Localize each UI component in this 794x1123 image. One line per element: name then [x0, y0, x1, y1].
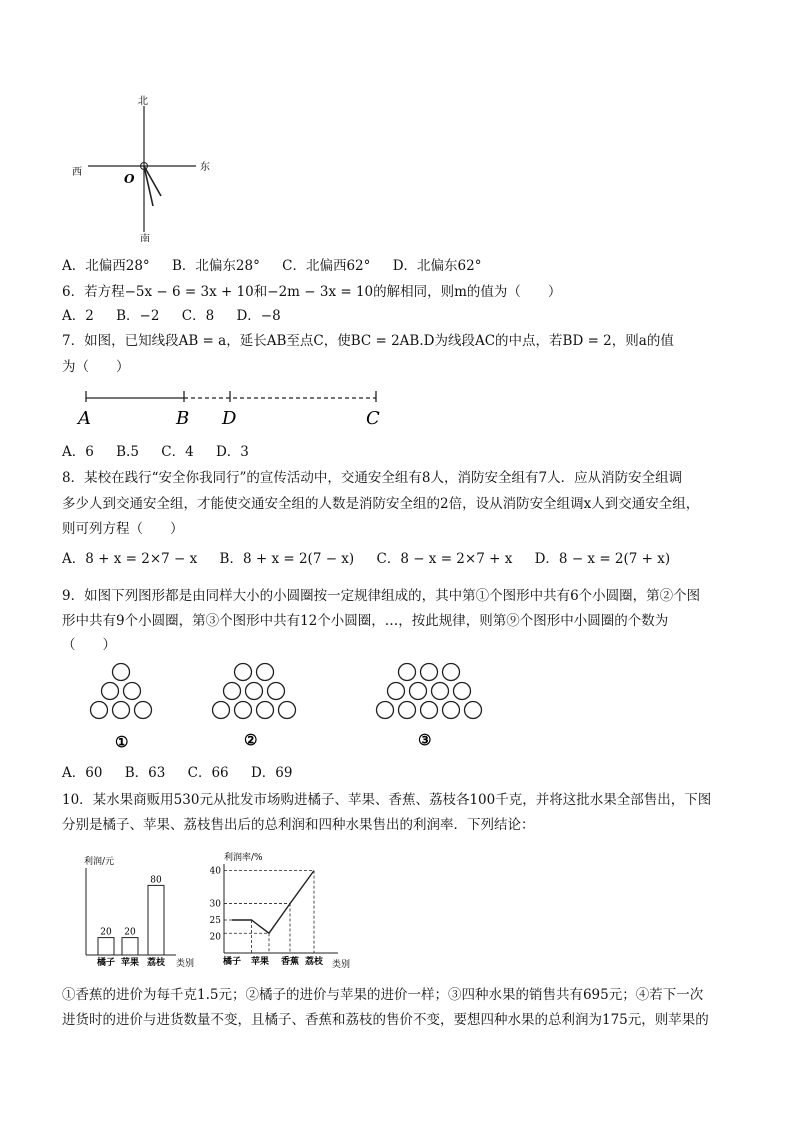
q5-options: [62, 256, 499, 276]
compass-figure: [66, 92, 226, 242]
q7-option-d: D．3: [215, 444, 249, 460]
q5-option-d: D．北偏东62°: [392, 258, 482, 274]
figure-label-1: ①: [115, 733, 129, 751]
bar-橘子: [98, 938, 114, 955]
q9-line2: 形中共有9个小圆圈，第③个图形中共有12个小圆圈，…，按此规律，则第⑨个图形中小圆圈的个数为: [62, 613, 669, 629]
q8-option-d: D．8 − x = 2(7 + x): [534, 551, 671, 567]
q8-line3: 则可列方程（ ）: [62, 521, 184, 537]
q6-options: [62, 306, 299, 326]
point-b-label: B: [176, 408, 190, 429]
pattern-1-circle: [113, 664, 130, 681]
bar-data-label: 20: [124, 927, 136, 938]
pattern-3-circle: [377, 702, 394, 719]
line-ytick-label: 25: [210, 916, 221, 927]
q8-line1: 8．某校在践行“安全你我同行”的宣传活动中，交通安全组有8人，消防安全组有7人．应从消防安全组调: [62, 470, 683, 486]
q6-option-a: A．2: [62, 308, 94, 324]
west-label: 西: [72, 167, 82, 178]
profit-rate-line-chart: [210, 848, 360, 970]
bar-category-label: 橘子: [96, 958, 116, 968]
pattern-3-circle: [443, 702, 460, 719]
pattern-3-circle: [454, 683, 471, 700]
q8-option-c: C．8 − x = 2×7 + x: [376, 551, 513, 567]
segment-figure: [70, 384, 400, 430]
bar-苹果: [122, 938, 138, 955]
pattern-2-circle: [213, 702, 230, 719]
pattern-1-circle: [91, 702, 108, 719]
pattern-2-circle: [224, 683, 241, 700]
q9-line1: 9．如图下列图形都是由同样大小的小圆圈按一定规律组成的，其中第①个图形中共有6个小圆圈，第②个图: [62, 588, 701, 604]
q7-option-a: A．6: [62, 444, 94, 460]
pattern-3-circle: [465, 702, 482, 719]
q6-option-d: D．−8: [236, 308, 281, 324]
q8-option-a: A．8 + x = 2×7 − x: [62, 551, 198, 567]
q6-option-c: C．8: [181, 308, 215, 324]
pattern-1-circle: [124, 683, 141, 700]
q7-stem-line1: 7．如图，已知线段AB = a，延长AB至点C，使BC = 2AB.D为线段AC的中点，若BD = 2，则a的值: [62, 333, 674, 349]
pattern-3-circle: [432, 683, 449, 700]
pattern-1-circle: [113, 702, 130, 719]
pattern-3-circle: [388, 683, 405, 700]
east-label: 东: [200, 162, 210, 173]
circle-patterns: [72, 660, 522, 752]
pattern-3-circle: [410, 683, 427, 700]
bar-xlabel: 类别: [176, 959, 195, 969]
q5-option-b: B．北偏东28°: [171, 258, 260, 274]
pattern-2-circle: [268, 683, 285, 700]
point-c-label: C: [366, 408, 380, 429]
q5-option-c: C．北偏西62°: [282, 258, 371, 274]
circle-pattern-circles: [91, 664, 482, 719]
ray-1: [144, 166, 161, 196]
pattern-2-circle: [235, 664, 252, 681]
bar-data-label: 80: [150, 875, 162, 886]
pattern-2-circle: [279, 702, 296, 719]
pattern-1-circle: [135, 702, 152, 719]
q7-option-b: B.5: [116, 444, 139, 460]
bar-category-label: 苹果: [120, 958, 140, 968]
q6-stem: 6．若方程−5x − 6 = 3x + 10和−2m − 3x = 10的解相同，则m的值为（ ）: [62, 284, 562, 300]
pattern-2-circle: [246, 683, 263, 700]
north-label: 北: [138, 96, 148, 107]
line-category-label: 香蕉: [280, 957, 300, 967]
q9-option-b: B．63: [124, 765, 166, 781]
point-a-label: A: [78, 408, 91, 429]
line-category-label: 橘子: [222, 957, 242, 967]
line-ylabel: 利润率/%: [224, 853, 263, 863]
ray-2: [144, 166, 153, 206]
q9-option-a: A．60: [62, 765, 103, 781]
bar-data-label: 20: [100, 927, 112, 938]
q7-option-c: C．4: [161, 444, 194, 460]
q9-line3: （ ）: [62, 637, 116, 653]
q7-options: [62, 442, 267, 462]
pattern-1-circle: [102, 683, 119, 700]
q6-option-b: B．−2: [116, 308, 160, 324]
pattern-2-circle: [257, 664, 274, 681]
q10-line1: 10．某水果商贩用530元从批发市场购进橘子、苹果、香蕉、荔枝各100千克，并将这批水果全部售出，下图: [62, 792, 712, 808]
q5-option-a: A．北偏西28°: [62, 258, 150, 274]
q10-line4: 进货时的进价与进货数量不变，且橘子、香蕉和荔枝的售价不变，要想四种水果的总利润为175元，则苹果的: [62, 1012, 709, 1028]
point-d-label: D: [222, 408, 237, 429]
bar-荔枝: [148, 885, 164, 955]
line-xlabel: 类别: [332, 960, 351, 970]
profit-bar-chart: [80, 848, 210, 970]
pattern-3-circle: [399, 702, 416, 719]
line-category-label: 苹果: [250, 957, 270, 967]
bar-ylabel: 利润/元: [84, 857, 115, 867]
south-label: 南: [140, 234, 150, 242]
line-ytick-label: 40: [210, 866, 221, 877]
pattern-3-circle: [399, 664, 416, 681]
q9-option-c: C．66: [187, 765, 229, 781]
q8-line2: 多少人到交通安全组，才能使交通安全组的人数是消防安全组的2倍，设从消防安全组调x人到交通安全组，: [62, 496, 700, 512]
figure-label-2: ②: [244, 731, 258, 749]
line-category-label: 荔枝: [304, 957, 324, 967]
q10-line3: ①香蕉的进价为每千克1.5元；②橘子的进价与苹果的进价一样；③四种水果的销售共有695元；④若下一次: [62, 987, 704, 1003]
pattern-3-circle: [421, 664, 438, 681]
q10-line2: 分别是橘子、苹果、荔枝售出后的总利润和四种水果售出的利润率．下列结论：: [62, 817, 535, 833]
line-ytick-label: 30: [210, 899, 221, 910]
origin-label: O: [124, 172, 135, 186]
q9-options: [62, 763, 310, 783]
pattern-3-circle: [421, 702, 438, 719]
pattern-3-circle: [443, 664, 460, 681]
q8-options: [62, 549, 688, 569]
q8-option-b: B．8 + x = 2(7 − x): [219, 551, 355, 567]
figure-label-3: ③: [418, 731, 432, 749]
pattern-2-circle: [235, 702, 252, 719]
bar-category-label: 荔枝: [146, 958, 166, 968]
pattern-2-circle: [257, 702, 274, 719]
q7-stem-line2: 为（ ）: [62, 359, 130, 375]
q9-option-d: D．69: [250, 765, 293, 781]
profit-rate-line: [232, 871, 314, 934]
line-ytick-label: 20: [210, 932, 221, 943]
